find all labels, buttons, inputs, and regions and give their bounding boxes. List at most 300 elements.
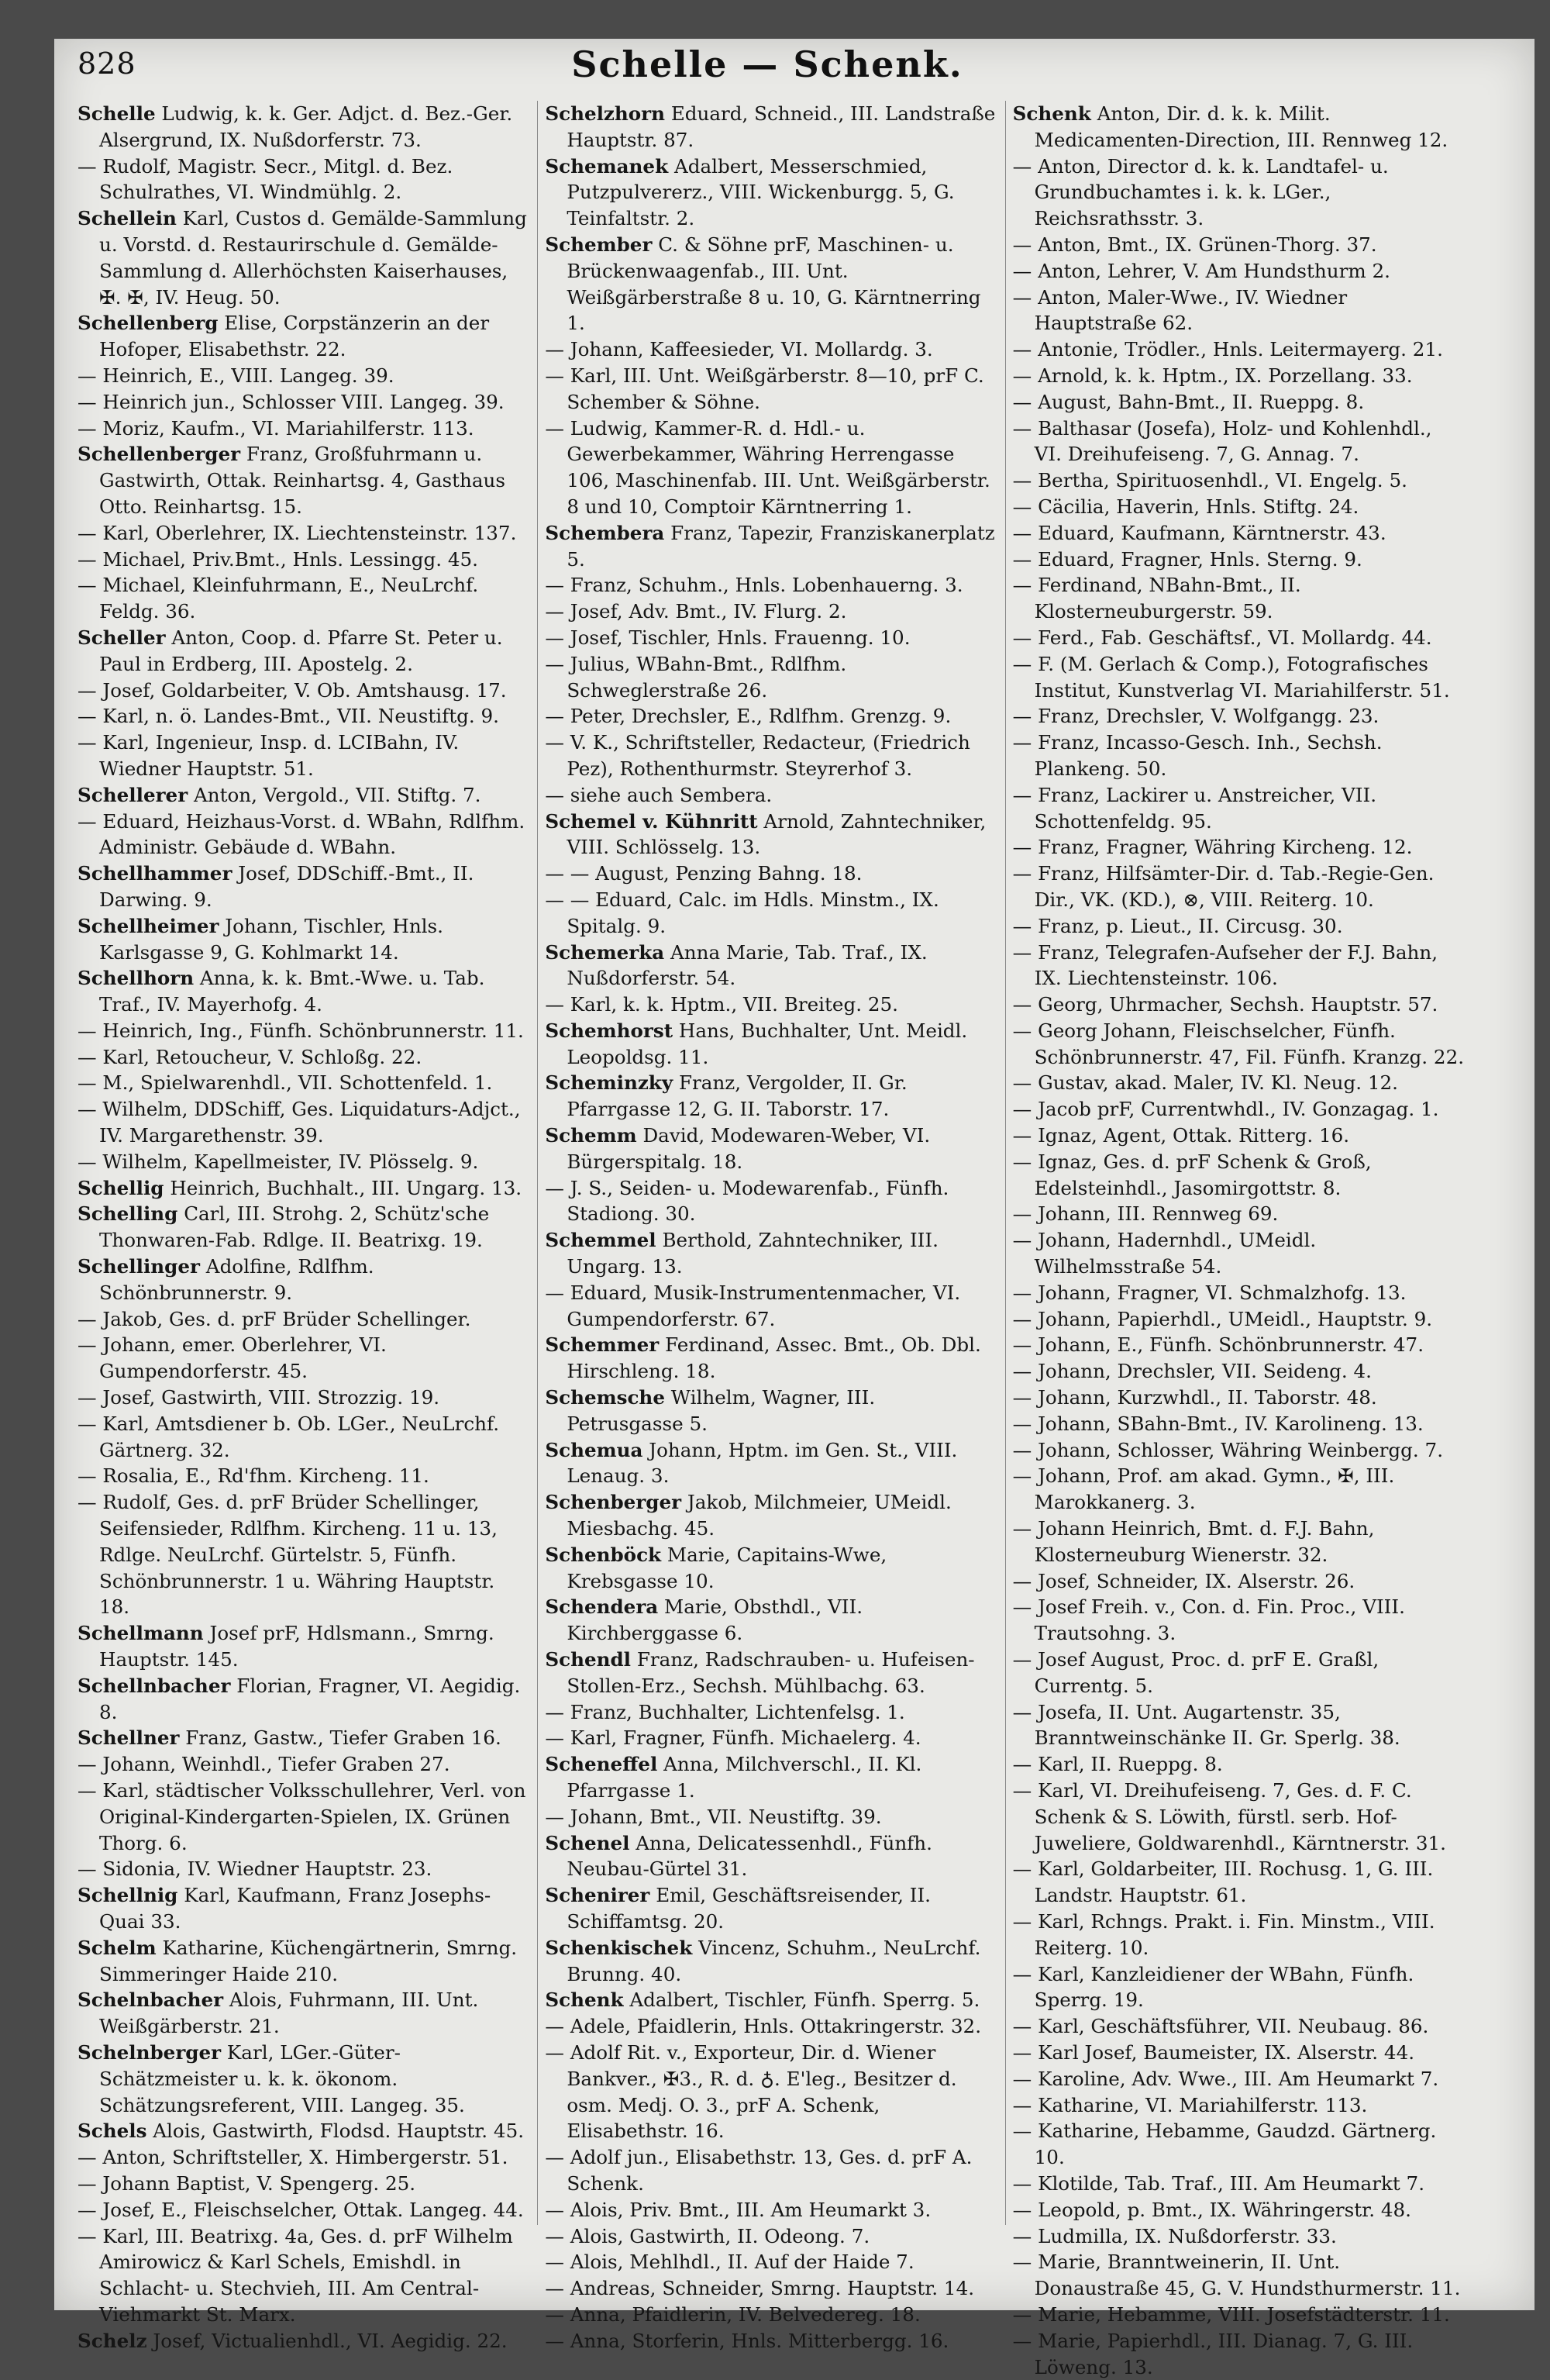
entry-headword: Schellner xyxy=(78,1726,180,1750)
entry-text: — Sidonia, IV. Wiedner Hauptstr. 23. xyxy=(78,1857,432,1881)
entry-headword: Schemanek xyxy=(545,154,669,178)
directory-entry xyxy=(78,965,529,1018)
directory-entry xyxy=(545,703,997,730)
directory-entry xyxy=(78,205,529,310)
entry-text: — Georg Johann, Fleischselcher, Fünfh. Schönbrunnerstr. 47, Fil. Fünfh. Kranzg. 22. xyxy=(1012,1019,1465,1068)
directory-entry xyxy=(1013,2118,1465,2171)
entry-text: — Marie, Branntweinerin, II. Unt. Donaustraße 45, G. V. Hundsthurmerstr. 11. xyxy=(1012,2251,1461,2300)
entry-headword: Schendera xyxy=(545,1595,659,1619)
directory-entry xyxy=(1013,467,1465,494)
entry-text: — Josef, Schneider, IX. Alserstr. 26. xyxy=(1012,1569,1355,1592)
entry-text: — Josef, Gastwirth, VIII. Strozzig. 19. xyxy=(78,1386,440,1409)
directory-entry xyxy=(78,1149,529,1175)
entry-headword: Schelnberger xyxy=(78,2040,222,2064)
directory-entry xyxy=(1013,1909,1465,1961)
entry-text: — Wilhelm, DDSchiff, Ges. Liquidaturs-Adjct., IV. Margarethenstr. 39. xyxy=(78,1098,521,1147)
directory-entry xyxy=(78,520,529,547)
directory-entry xyxy=(545,416,997,520)
entry-text: — Johann, SBahn-Bmt., IV. Karolineng. 13. xyxy=(1012,1412,1424,1435)
directory-entry xyxy=(1013,258,1465,285)
entry-text: — Franz, p. Lieut., II. Circusg. 30. xyxy=(1012,914,1343,937)
entry-text: Josef, DDSchiff.-Bmt., II. Darwing. 9. xyxy=(99,862,474,911)
entry-headword: Schendl xyxy=(545,1648,632,1671)
directory-entry xyxy=(78,1935,529,1988)
directory-entry xyxy=(1013,2223,1465,2250)
directory-entry xyxy=(545,1175,997,1228)
directory-entry xyxy=(545,1070,997,1123)
directory-entry xyxy=(1013,1201,1465,1227)
directory-entry xyxy=(545,1725,997,1751)
entry-text: — Johann, E., Fünfh. Schönbrunnerstr. 47. xyxy=(1012,1333,1424,1357)
entry-text: — Arnold, k. k. Hptm., IX. Porzellang. 33. xyxy=(1012,364,1413,387)
entry-text: — Eduard, Musik-Instrumentenmacher, VI. Gumpendorferstr. 67. xyxy=(545,1281,961,1330)
entry-text: — Johann, emer. Oberlehrer, VI. Gumpendorferstr. 45. xyxy=(78,1333,387,1383)
directory-entry xyxy=(545,2223,997,2250)
directory-entry xyxy=(1013,861,1465,913)
running-head: Schelle — Schenk. xyxy=(571,43,963,85)
entry-text: Alois, Gastwirth, Flodsd. Hauptstr. 45. xyxy=(146,2120,525,2143)
entry-text: — Johann, Schlosser, Währing Weinbergg. 7. xyxy=(1012,1438,1444,1461)
directory-entry xyxy=(78,1489,529,1620)
directory-entry xyxy=(78,153,529,206)
entry-text: Wilhelm, Wagner, III. Petrusgasse 5. xyxy=(567,1386,876,1435)
directory-entry xyxy=(545,1830,997,1883)
entry-text: — Johann, Weinhdl., Tiefer Graben 27. xyxy=(78,1753,450,1776)
directory-entry xyxy=(1013,651,1465,704)
entry-text: Eduard, Schneid., III. Landstraße Hauptstr. 87. xyxy=(567,102,996,151)
directory-entry xyxy=(545,1123,997,1175)
entry-text: — Wilhelm, Kapellmeister, IV. Plösselg. 9. xyxy=(78,1150,479,1173)
entry-text: Josef prF, Hdlsmann., Smrng. Hauptstr. 145. xyxy=(99,1622,494,1671)
directory-entry xyxy=(545,363,997,416)
directory-entry xyxy=(1013,834,1465,861)
directory-entry xyxy=(1013,1096,1465,1123)
directory-entry xyxy=(78,1044,529,1071)
directory-entry xyxy=(1013,520,1465,547)
entry-headword: Schelling xyxy=(78,1202,178,1226)
directory-entry xyxy=(78,730,529,782)
directory-entry xyxy=(1013,1647,1465,1699)
directory-entry xyxy=(78,1778,529,1856)
directory-entry xyxy=(1013,2302,1465,2328)
directory-entry xyxy=(78,1254,529,1306)
directory-entry xyxy=(545,809,997,861)
directory-entry xyxy=(78,1332,529,1385)
directory-entry xyxy=(545,1804,997,1830)
directory-entry xyxy=(1013,940,1465,992)
directory-entry xyxy=(78,2171,529,2197)
entry-text: — Karl, n. ö. Landes-Bmt., VII. Neustiftg. 9. xyxy=(78,705,499,728)
entry-headword: Schellinger xyxy=(78,1255,200,1278)
entry-text: — Rosalia, E., Rd'fhm. Kircheng. 11. xyxy=(78,1464,429,1488)
entry-text: — Alois, Mehlhdl., II. Auf der Haide 7. xyxy=(545,2251,914,2274)
entry-text: — Andreas, Schneider, Smrng. Hauptstr. 14. xyxy=(545,2277,975,2300)
entry-headword: Schemerka xyxy=(545,940,665,964)
entry-text: — Johann, Hadernhdl., UMeidl. Wilhelmsstraße 54. xyxy=(1012,1229,1317,1278)
entry-text: — August, Bahn-Bmt., II. Rueppg. 8. xyxy=(1012,390,1365,413)
entry-text: — Karl, Geschäftsführer, VII. Neubaug. 86. xyxy=(1012,2015,1429,2038)
entry-text: — Rudolf, Magistr. Secr., Mitgl. d. Bez. Schulrathes, VI. Windmühlg. 2. xyxy=(78,154,453,204)
entry-headword: Schenk xyxy=(1012,102,1091,125)
directory-entry xyxy=(1013,547,1465,573)
entry-text: — J. S., Seiden- u. Modewarenfab., Fünfh. Stadiong. 30. xyxy=(545,1176,949,1226)
directory-entry xyxy=(545,520,997,573)
entry-text: — Ludmilla, IX. Nußdorferstr. 33. xyxy=(1012,2224,1337,2247)
directory-entry xyxy=(545,887,997,940)
entry-text: — Karl, Amtsdiener b. Ob. LGer., NeuLrchf. Gärtnerg. 32. xyxy=(78,1412,500,1461)
entry-text: — Julius, WBahn-Bmt., Rdlfhm. Schweglerstraße 26. xyxy=(545,652,847,702)
directory-entry xyxy=(1013,625,1465,651)
directory-entry xyxy=(1013,1227,1465,1280)
directory-entry xyxy=(78,572,529,625)
entry-text: — — August, Penzing Bahng. 18. xyxy=(545,862,863,885)
directory-entry xyxy=(1013,1568,1465,1595)
entry-text: Anton, Dir. d. k. k. Milit. Medicamenten-Direction, III. Rennweg 12. xyxy=(1034,102,1448,151)
directory-entry xyxy=(545,1018,997,1071)
entry-text: — Josef, Adv. Bmt., IV. Flurg. 2. xyxy=(545,600,847,623)
entry-text: — Franz, Fragner, Währing Kircheng. 12. xyxy=(1012,836,1413,859)
directory-entry xyxy=(78,2040,529,2118)
entry-text: — Johann, III. Rennweg 69. xyxy=(1012,1202,1279,1226)
entry-headword: Schenel xyxy=(545,1831,630,1854)
entry-text: Anna, Delicatessenhdl., Fünfh. Neubau-Gürtel 31. xyxy=(567,1831,932,1881)
directory-entry xyxy=(78,1018,529,1044)
entry-text: — Moriz, Kaufm., VI. Mariahilferstr. 113. xyxy=(78,416,474,440)
directory-entry xyxy=(545,2249,997,2275)
entry-text: — Karoline, Adv. Wwe., III. Am Heumarkt 7. xyxy=(1012,2067,1439,2090)
entry-text: Arnold, Zahntechniker, VIII. Schlösselg. 13. xyxy=(567,809,987,859)
entry-text: — Karl, k. k. Hptm., VII. Breiteg. 25. xyxy=(545,993,898,1016)
directory-entry xyxy=(545,1647,997,1699)
directory-entry xyxy=(545,2302,997,2328)
directory-entry xyxy=(78,1463,529,1489)
directory-entry xyxy=(1013,1385,1465,1411)
directory-entry xyxy=(1013,1280,1465,1306)
directory-entry xyxy=(545,336,997,363)
entry-headword: Schemmel xyxy=(545,1229,656,1252)
directory-entry xyxy=(1013,1411,1465,1437)
directory-entry xyxy=(1013,232,1465,258)
directory-entry xyxy=(1013,2171,1465,2197)
directory-entry xyxy=(1013,1149,1465,1202)
directory-entry xyxy=(1013,2092,1465,2119)
entry-headword: Schemel v. Kühnritt xyxy=(545,809,758,833)
directory-entry xyxy=(1013,101,1465,153)
entry-text: — V. K., Schriftsteller, Redacteur, (Friedrich Pez), Rothenthurmstr. Steyrerhof 3. xyxy=(545,731,970,780)
directory-entry xyxy=(1013,913,1465,940)
entry-text: — Katharine, Hebamme, Gaudzd. Gärtnerg. 10. xyxy=(1012,2120,1437,2169)
directory-entry xyxy=(545,232,997,336)
directory-entry xyxy=(78,2197,529,2223)
entry-headword: Schelnbacher xyxy=(78,1989,224,2012)
entry-headword: Schellenberger xyxy=(78,443,241,466)
entry-text: — Karl, II. Rueppg. 8. xyxy=(1012,1753,1223,1776)
entry-text: Franz, Großfuhrmann u. Gastwirth, Ottak. Reinhartsg. 4, Gasthaus Otto. Reinhartsg. 15. xyxy=(99,443,505,518)
entry-headword: Schellheimer xyxy=(78,914,219,937)
entry-text: — siehe auch Sembera. xyxy=(545,783,773,806)
entry-text: — Josef, Goldarbeiter, V. Ob. Amtshausg. 17. xyxy=(78,678,507,702)
directory-entry xyxy=(545,1227,997,1280)
directory-entry xyxy=(545,1437,997,1490)
directory-entry xyxy=(78,1725,529,1751)
entry-text: — Johann, Kaffeesieder, VI. Mollardg. 3. xyxy=(545,338,933,361)
entry-headword: Scheller xyxy=(78,626,166,649)
entry-text: Anton, Vergold., VII. Stiftg. 7. xyxy=(188,783,481,806)
directory-entry xyxy=(78,547,529,573)
entry-text: — Ignaz, Agent, Ottak. Ritterg. 16. xyxy=(1012,1124,1350,1147)
entry-text: — Karl, Kanzleidiener der WBahn, Fünfh. Sperrg. 19. xyxy=(1012,1962,1414,2012)
entry-text: — Marie, Papierhdl., III. Dianag. 7, G. III. Löweng. 13. xyxy=(1012,2329,1414,2378)
entry-headword: Schembera xyxy=(545,521,665,544)
entry-text: — Anton, Bmt., IX. Grünen-Thorg. 37. xyxy=(1012,233,1377,256)
directory-entry xyxy=(78,1096,529,1149)
entry-text: — Adolf jun., Elisabethstr. 13, Ges. d. prF A. Schenk. xyxy=(545,2146,973,2195)
column-2 xyxy=(545,101,997,2352)
entry-text: Florian, Fragner, VI. Aegidig. 8. xyxy=(99,1674,521,1723)
directory-entry xyxy=(1013,572,1465,625)
entry-text: — Franz, Lackirer u. Anstreicher, VII. Schottenfeldg. 95. xyxy=(1012,783,1377,833)
directory-entry xyxy=(545,1935,997,1988)
entry-text: Karl, Kaufmann, Franz Josephs-Quai 33. xyxy=(99,1884,491,1933)
directory-entry xyxy=(78,416,529,442)
entry-text: Ferdinand, Assec. Bmt., Ob. Dbl. Hirschleng. 18. xyxy=(567,1333,981,1383)
entry-text: — Katharine, VI. Mariahilferstr. 113. xyxy=(1012,2093,1368,2116)
entry-text: — Franz, Hilfsämter-Dir. d. Tab.-Regie-Gen. Dir., VK. (KD.), ⊗, VIII. Reiterg. 10. xyxy=(1012,862,1435,911)
directory-entry xyxy=(1013,2066,1465,2092)
directory-entry xyxy=(1013,730,1465,782)
directory-entry xyxy=(545,1987,997,2013)
directory-entry xyxy=(78,310,529,363)
entry-text: — Jacob prF, Currentwhdl., IV. Gonzagag. 1. xyxy=(1012,1098,1439,1121)
entry-text: — Heinrich, E., VIII. Langeg. 39. xyxy=(78,364,394,387)
directory-entry xyxy=(1013,2197,1465,2223)
entry-text: — Anna, Pfaidlerin, IV. Belvedereg. 18. xyxy=(545,2302,921,2326)
entry-headword: Scheneffel xyxy=(545,1753,658,1776)
directory-entry xyxy=(545,2040,997,2144)
entry-text: — Jakob, Ges. d. prF Brüder Schellinger. xyxy=(78,1307,471,1330)
entry-text: — Ferdinand, NBahn-Bmt., II. Klosterneuburgerstr. 59. xyxy=(1012,574,1301,623)
directory-entry xyxy=(545,730,997,782)
directory-entry xyxy=(1013,703,1465,730)
entry-text: David, Modewaren-Weber, VI. Bürgerspitalg. 18. xyxy=(567,1124,931,1173)
directory-entry xyxy=(78,1385,529,1411)
entry-text: — Johann, Bmt., VII. Neustiftg. 39. xyxy=(545,1805,882,1828)
directory-entry xyxy=(78,1987,529,2040)
directory-entry xyxy=(78,1751,529,1778)
directory-entry xyxy=(1013,153,1465,232)
directory-entry xyxy=(545,153,997,232)
column-divider xyxy=(537,101,538,2225)
entry-text: Katharine, Küchengärtnerin, Smrng. Simmeringer Haide 210. xyxy=(99,1936,518,1985)
entry-text: — Karl, Retoucheur, V. Schloßg. 22. xyxy=(78,1045,422,1068)
entry-text: — Alois, Gastwirth, II. Odeong. 7. xyxy=(545,2224,870,2247)
directory-entry xyxy=(545,1280,997,1333)
entry-headword: Schemsche xyxy=(545,1386,665,1409)
entry-text: — Karl Josef, Baumeister, IX. Alserstr. 44. xyxy=(1012,2040,1415,2064)
entry-text: — Anton, Lehrer, V. Am Hundsthurm 2. xyxy=(1012,259,1390,282)
directory-entry xyxy=(1013,2040,1465,2066)
entry-headword: Schelle xyxy=(78,102,156,125)
entry-text: — Adele, Pfaidlerin, Hnls. Ottakringerstr. 32. xyxy=(545,2015,982,2038)
entry-text: — Gustav, akad. Maler, IV. Kl. Neug. 12. xyxy=(1012,1071,1398,1095)
directory-entry xyxy=(1013,336,1465,363)
text-columns xyxy=(78,101,1465,2378)
entry-text: Anna, k. k. Bmt.-Wwe. u. Tab. Traf., IV. Mayerhofg. 4. xyxy=(99,967,485,1016)
entry-headword: Schellhorn xyxy=(78,967,195,990)
directory-entry xyxy=(78,1856,529,1882)
entry-headword: Schellnbacher xyxy=(78,1674,231,1697)
directory-entry xyxy=(78,363,529,389)
entry-text: Alois, Fuhrmann, III. Unt. Weißgärberstr. 21. xyxy=(99,1989,479,2038)
directory-entry xyxy=(1013,1594,1465,1647)
entry-text: Franz, Radschrauben- u. Hufeisen-Stollen-Erz., Sechsh. Mühlbachg. 63. xyxy=(567,1648,975,1697)
entry-text: — Franz, Incasso-Gesch. Inh., Sechsh. Plankeng. 50. xyxy=(1012,731,1383,780)
entry-headword: Schenberger xyxy=(545,1491,682,1514)
entry-text: C. & Söhne prF, Maschinen- u. Brückenwaagenfab., III. Unt. Weißgärberstraße 8 u. 10, G. Kärntnerring 1. xyxy=(567,233,981,335)
directory-entry xyxy=(78,2328,529,2354)
directory-entry xyxy=(1013,2013,1465,2040)
entry-headword: Schellerer xyxy=(78,783,188,806)
entry-text: — Alois, Priv. Bmt., III. Am Heumarkt 3. xyxy=(545,2198,932,2221)
column-1 xyxy=(78,101,529,2352)
entry-text: — Johann Baptist, V. Spengerg. 25. xyxy=(78,2171,416,2195)
entry-text: — Karl, VI. Dreihufeiseng. 7, Ges. d. F. C. Schenk & S. Löwith, fürstl. serb. Hof-Juweliere, Goldwarenhdl., Kärntnerstr. 31. xyxy=(1012,1779,1446,1854)
entry-text: — Josef August, Proc. d. prF E. Graßl, Currentg. 5. xyxy=(1012,1648,1380,1697)
directory-entry xyxy=(1013,1018,1465,1071)
entry-text: Marie, Capitains-Wwe, Krebsgasse 10. xyxy=(567,1543,887,1592)
entry-text: Vincenz, Schuhm., NeuLrchf. Brunng. 40. xyxy=(567,1936,981,1985)
entry-text: — Josef, Tischler, Hnls. Frauenng. 10. xyxy=(545,626,911,649)
entry-text: — Leopold, p. Bmt., IX. Währingerstr. 48. xyxy=(1012,2198,1411,2221)
directory-entry xyxy=(545,1489,997,1542)
entry-text: — Franz, Drechsler, V. Wolfgangg. 23. xyxy=(1012,705,1380,728)
entry-text: — Anton, Schriftsteller, X. Himbergerstr. 51. xyxy=(78,2146,508,2169)
entry-text: — Ferd., Fab. Geschäftsf., VI. Mollardg. 44. xyxy=(1012,626,1432,649)
entry-text: — Heinrich jun., Schlosser VIII. Langeg. 39. xyxy=(78,390,505,413)
directory-entry xyxy=(1013,1699,1465,1752)
entry-text: — Johann, Fragner, VI. Schmalzhofg. 13. xyxy=(1012,1281,1407,1304)
directory-entry xyxy=(78,389,529,416)
entry-text: — Ludwig, Kammer-R. d. Hdl.- u. Gewerbekammer, Währing Herrengasse 106, Maschinenfab. III. Unt. Weißgärberstr. 8 und 10, Comptoir Kärntnerring 1. xyxy=(545,416,990,518)
directory-entry xyxy=(1013,1778,1465,1856)
entry-text: — Johann, Prof. am akad. Gymn., ✠, III. Marokkanerg. 3. xyxy=(1012,1464,1395,1514)
entry-headword: Scheminzky xyxy=(545,1071,673,1095)
entry-text: — Josef Freih. v., Con. d. Fin. Proc., VIII. Trautsohng. 3. xyxy=(1012,1595,1405,1645)
entry-headword: Schels xyxy=(78,2120,147,2143)
directory-entry xyxy=(1013,1358,1465,1385)
entry-text: Franz, Gastw., Tiefer Graben 16. xyxy=(179,1726,501,1750)
entry-text: — Rudolf, Ges. d. prF Brüder Schellinger, Seifensieder, Rdlfhm. Kircheng. 11 u. 13, Rdlge. NeuLrchf. Gürtelstr. 5, Fünfh. Schönbrunnerstr. 1 u. Währing Hauptstr. 18. xyxy=(78,1491,498,1619)
directory-entry xyxy=(1013,363,1465,389)
directory-entry xyxy=(1013,1856,1465,1909)
entry-text: — Balthasar (Josefa), Holz- und Kohlenhdl., VI. Dreihufeiseng. 7, G. Annag. 7. xyxy=(1012,416,1432,466)
directory-entry xyxy=(78,1175,529,1202)
entry-text: — Josef, E., Fleischselcher, Ottak. Langeg. 44. xyxy=(78,2198,524,2221)
entry-headword: Schemua xyxy=(545,1438,643,1461)
directory-entry xyxy=(1013,416,1465,468)
entry-headword: Schemmer xyxy=(545,1333,660,1357)
directory-entry xyxy=(78,809,529,861)
entry-headword: Schenkischek xyxy=(545,1936,693,1959)
directory-entry xyxy=(1013,1463,1465,1516)
entry-text: Karl, LGer.-Güter-Schätzmeister u. k. k. ökonom. Schätzungsreferent, VIII. Langeg. 35. xyxy=(99,2040,465,2116)
directory-entry xyxy=(1013,1070,1465,1096)
directory-entry xyxy=(1013,494,1465,520)
directory-entry xyxy=(1013,782,1465,835)
directory-entry xyxy=(545,651,997,704)
entry-text: Franz, Vergolder, II. Gr. Pfarrgasse 12, G. II. Taborstr. 17. xyxy=(567,1071,908,1121)
entry-text: — Adolf Rit. v., Exporteur, Dir. d. Wiener Bankver., ✠3., R. d. ♁. E'leg., Besitzer d. osm. Medj. O. 3., prF A. Schenk, Elisabethstr. 16. xyxy=(545,2040,957,2143)
directory-entry xyxy=(545,2328,997,2354)
entry-headword: Schenk xyxy=(545,1989,624,2012)
directory-entry xyxy=(78,1070,529,1096)
page-header xyxy=(78,43,1457,101)
entry-text: Hans, Buchhalter, Unt. Meidl. Leopoldsg. 11. xyxy=(567,1019,968,1068)
directory-entry xyxy=(545,572,997,598)
entry-headword: Schemm xyxy=(545,1124,637,1147)
directory-entry xyxy=(545,1751,997,1804)
directory-entry xyxy=(545,2275,997,2302)
entry-text: Ludwig, k. k. Ger. Adjct. d. Bez.-Ger. Alsergrund, IX. Nußdorferstr. 73. xyxy=(99,102,513,151)
directory-entry xyxy=(78,441,529,519)
directory-entry xyxy=(1013,1961,1465,2014)
directory-entry xyxy=(545,2197,997,2223)
entry-text: — Johann Heinrich, Bmt. d. F.J. Bahn, Klosterneuburg Wienerstr. 32. xyxy=(1012,1517,1375,1566)
entry-text: Franz, Tapezir, Franziskanerplatz 5. xyxy=(567,521,995,571)
entry-text: — Cäcilia, Haverin, Hnls. Stiftg. 24. xyxy=(1012,495,1359,518)
entry-headword: Schellnig xyxy=(78,1884,178,1907)
entry-text: Johann, Hptm. im Gen. St., VIII. Lenaug. 3. xyxy=(567,1438,958,1488)
directory-entry xyxy=(545,992,997,1018)
entry-text: Johann, Tischler, Hnls. Karlsgasse 9, G. Kohlmarkt 14. xyxy=(99,914,443,964)
entry-text: Marie, Obsthdl., VII. Kirchberggasse 6. xyxy=(567,1595,863,1645)
entry-text: Anna, Milchverschl., II. Kl. Pfarrgasse 1. xyxy=(567,1753,922,1802)
entry-headword: Schelzhorn xyxy=(545,102,666,125)
directory-entry xyxy=(545,625,997,651)
entry-text: Adalbert, Tischler, Fünfh. Sperrg. 5. xyxy=(623,1989,980,2012)
directory-entry xyxy=(78,861,529,913)
directory-entry xyxy=(545,1699,997,1726)
entry-text: — Karl, III. Unt. Weißgärberstr. 8—10, prF C. Schember & Söhne. xyxy=(545,364,984,413)
entry-headword: Schellein xyxy=(78,207,177,230)
entry-text: — Anna, Storferin, Hnls. Mitterbergg. 16. xyxy=(545,2329,949,2352)
entry-text: — Karl, Rchngs. Prakt. i. Fin. Minstm., VIII. Reiterg. 10. xyxy=(1012,1909,1435,1959)
entry-headword: Schelm xyxy=(78,1936,157,1959)
entry-headword: Schenböck xyxy=(545,1543,662,1566)
entry-text: — Franz, Telegrafen-Aufseher der F.J. Bahn, IX. Liechtensteinstr. 106. xyxy=(1012,940,1438,990)
column-divider xyxy=(1005,101,1006,2225)
entry-text: — Eduard, Fragner, Hnls. Sterng. 9. xyxy=(1012,547,1362,571)
directory-entry xyxy=(545,1542,997,1595)
entry-text: — M., Spielwarenhdl., VII. Schottenfeld. 1. xyxy=(78,1071,493,1095)
entry-text: — Anton, Maler-Wwe., IV. Wiedner Hauptstraße 62. xyxy=(1012,285,1348,335)
entry-text: Josef, Victualienhdl., VI. Aegidig. 22. xyxy=(146,2329,508,2352)
entry-text: — Anton, Director d. k. k. Landtafel- u. Grundbuchamtes i. k. k. LGer., Reichsrathsstr. 3. xyxy=(1012,154,1389,230)
entry-text: — Johann, Kurzwhdl., II. Taborstr. 48. xyxy=(1012,1386,1377,1409)
entry-text: — Josefa, II. Unt. Augartenstr. 35, Branntweinschänke II. Gr. Sperlg. 38. xyxy=(1012,1700,1400,1750)
entry-text: — Karl, Fragner, Fünfh. Michaelerg. 4. xyxy=(545,1726,921,1750)
directory-entry xyxy=(545,598,997,625)
entry-text: — Heinrich, Ing., Fünfh. Schönbrunnerstr. 11. xyxy=(78,1019,524,1042)
directory-entry xyxy=(545,2013,997,2040)
entry-text: — Marie, Hebamme, VIII. Josefstädterstr. 11. xyxy=(1012,2302,1450,2326)
entry-text: Anna Marie, Tab. Traf., IX. Nußdorferstr. 54. xyxy=(567,940,928,990)
entry-headword: Schellenberg xyxy=(78,312,219,335)
entry-headword: Schenirer xyxy=(545,1884,650,1907)
directory-entry xyxy=(78,2118,529,2144)
entry-text: — Bertha, Spirituosenhdl., VI. Engelg. 5. xyxy=(1012,469,1407,492)
directory-entry xyxy=(1013,992,1465,1018)
